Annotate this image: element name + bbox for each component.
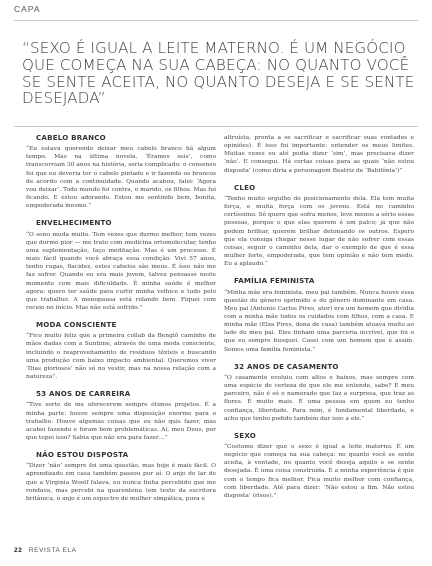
headline-rule — [14, 126, 418, 127]
paragraph: “Costumo dizer que o sexo é igual a leite materno. É um negócio que começa na sua cabeça: no quanto você se sente aceita, à vontade, no quanto você deseja aquilo e se sente desejada. É uma coisa construída. É a minha experiência é que com o tempo fica melhor. Fica muito melhor com confiança, com liberdade. Até para dizer: ‘Não estou a fim. Não estou disposta’ (risos).” — [224, 444, 414, 499]
page-number: 22 — [14, 547, 23, 554]
pull-quote-headline: “SEXO É IGUAL A LEITE MATERNO. É UM NEGÓCIO QUE COMEÇA NA SUA CABEÇA: NO QUANTO VOCÊ SE SENTE ACEITA, NO QUANTO DESEJA E SE SENTE DESEJADA” — [22, 39, 415, 108]
paragraph: “Minha mãe era feminista, meu pai também. Nunca houve essa questão do gênero oprimido e do gênero dominante em casa. Meu pai (Antonio Carlos Pires, ator) era um homem que dividia com a minha mãe todos os cuidados com filhos, com a casa. E minha mãe (Elza Pires, dona de casa) também atuava muito ao lado do meu pai. Eles tinham uma parceria incrível, que foi o que eu sempre busquei. Casei com um homem que é assim. Somos uma família feminista.” — [224, 289, 414, 353]
paragraph: “Tive sorte de me oferecerem sempre ótimos projetos. É a minha parte: houve sempre uma disposição enorme para o trabalho. Houve algumas coisas que eu não quis fazer, mas acabei fazendo e foram bem problemáticas. Aí, meu Deus, por que topei isso? Sabia que não era para fazer…” — [26, 402, 216, 441]
paragraph: “Fico muito feliz que a primeira collab da Benglô caminhe de mãos dadas com a Suntime, através de uma moda consciente, incluindo o reaproveitamento de resíduos têxteis e buscando uma produção com baixo impacto ambiental. Queremos viver ‘Dias gloriosos’ não só no vestir, mas na nossa relação com a natureza”. — [26, 333, 216, 381]
subheading: 32 ANOS DE CASAMENTO — [234, 361, 339, 371]
paragraph: “O sono muda muito. Tem vezes que durmo melhor, tem vezes que durmo pior — me trato com medicina ortomolecular, tenho uma suplementação, faço meditação. Mas é um processo. É mais fácil quando você abraça essa condição. Vivi 57 anos, tenho rugas, flacidez, estes cabelos são meus. É isso não me faz sofrer. Quando eu era mais jovem, talvez pensasse neste momento com mais dificuldade. É minha saúde é melhor agora: quero ter saúde para curtir minha velhice e tudo pelo que trabalhei. A menopausa está rolando bem. Fiquei com receio no início. Mas não está sofrido.” — [26, 231, 216, 311]
paragraph: “Dizer ‘não’ sempre foi uma questão, mas hoje é mais fácil. O aprendizado em casa também passou por aí. O anjo do lar de que a Virginia Woolf falava, eu nunca tinha percebido que me rondava, mas percebi na quarentena (em texto da escritora britânica, o anjo é um espectro de mulher simpática, pura e — [26, 463, 216, 502]
top-rule — [14, 20, 418, 21]
paragraph: altruísta, pronta a se sacrificar e sacrificar suas vontades e opiniões). É isso foi importante: entender os meus limites. Muitas vezes eu até podia dizer ‘sim’, mas precisava dizer ‘não’. E consegui. Há certas coisas para as quais ‘não estou disposta’ (como diria a personagem Beatriz de ‘Babilônia’)” — [224, 135, 414, 174]
left-column — [26, 134, 216, 503]
right-column — [224, 134, 414, 500]
subheading: SEXO — [234, 430, 257, 440]
subheading: NÃO ESTOU DISPOSTA — [36, 450, 129, 460]
magazine-name: REVISTA ELA — [28, 547, 77, 554]
paragraph: “Eu estava querendo deixar meu cabelo branco há algum tempo. Mas na última novela, ‘Éramos seis’, como transcorriam 30 anos na história, seria complicado: o consenso foi que eu deveria ter o cabelo pintado e ir fazendo os brancos de acordo com a continuidade. Quando acabou, falei: ‘Agora vou deixar’. Todo mundo foi contra, o marido, os filhos. Mas fui ficando. E estou adorando. Estou me sentindo bem, bonita, empoderada mesmo.” — [26, 146, 216, 210]
section-tag: CAPA — [14, 4, 41, 14]
page-footer — [14, 547, 77, 554]
subheading: CLEO — [234, 182, 256, 192]
subheading: CABELO BRANCO — [36, 133, 106, 142]
subheading: 53 ANOS DE CARREIRA — [36, 389, 131, 399]
subheading: FAMÍLIA FEMINISTA — [234, 276, 315, 286]
paragraph: “Tenho muito orgulho do posicionamento dela. Ela tem muita força, e muita força com os jovens. Está no caminho certíssimo. Só quero que sofra menos, leve menos a sério essas pessoas, porque o que elas querem é um palco; já que não podem brilhar, querem brilhar detonando os outros. Espero que ela consiga chegar nesse lugar de não sofrer com essas coisas, seguir o caminho dela, dar o exemplo de que é essa mulher forte, empoderada, que tem opinião e não tem medo. Eu a aplaudo.” — [224, 195, 414, 268]
subheading: MODA CONSCIENTE — [36, 320, 117, 330]
subheading: ENVELHECIMENTO — [36, 218, 112, 228]
paragraph: “O casamento evoluiu com altos e baixos, mas sempre com uma espécie de certeza de que ele me entende, sabe? É meu parceiro, não é só o namorado que faz a surpresa, que traz as flores. É muito mais. É uma pessoa em quem eu tenho confiança, liberdade. Para mim, é fundamental liberdade, e acho que tenho podido também dar isso a ele.” — [224, 374, 414, 422]
